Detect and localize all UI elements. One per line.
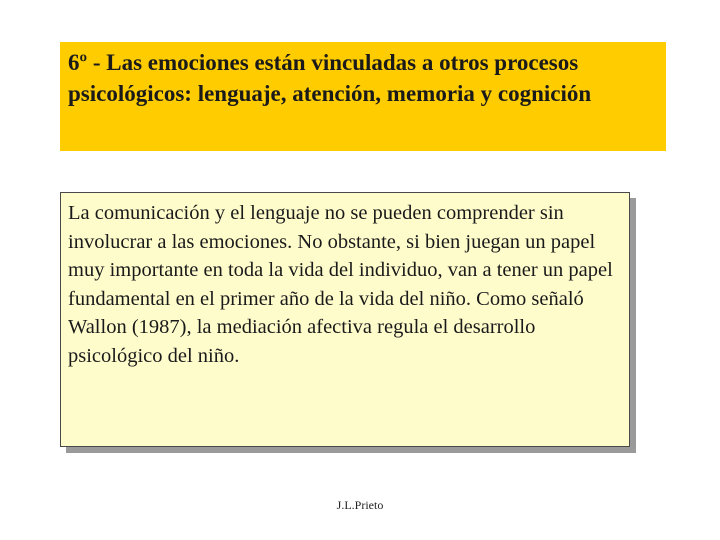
slide-title: 6º - Las emociones están vinculadas a otros procesos psicológicos: lenguaje, atención, memoria y cognición — [68, 50, 592, 106]
title-box — [60, 42, 666, 151]
body-box — [60, 192, 630, 447]
body-paragraph: La comunicación y el lenguaje no se pueden comprender sin involucrar a las emociones. No obstante, si bien juegan un papel muy importante en toda la vida del individuo, van a tener un papel fundamental en el primer año de la vida del niño. Como señaló Wallon (1987), la mediación afectiva regula el desarrollo psicológico del niño. — [68, 202, 613, 367]
footer-author: J.L.Prieto — [336, 498, 384, 512]
